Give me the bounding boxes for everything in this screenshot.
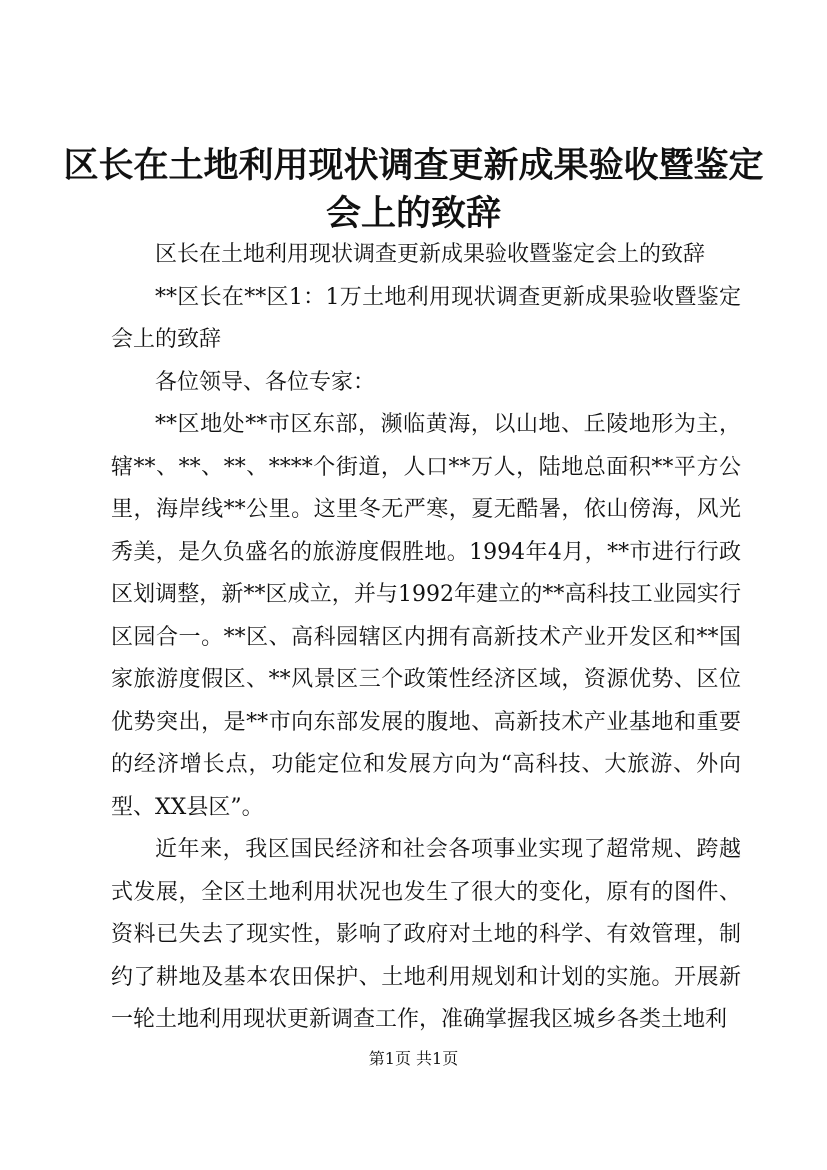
paragraph-recent-development: 近年来，我区国民经济和社会各项事业实现了超常规、跨越式发展，全区土地利用状况也发生了很大的变化，原有的图件、资料已失去了现实性，影响了政府对土地的科学、有效管理，制约了耕地及基本农田保护、土地利用规划和计划的实施。开展新一轮土地利用现状更新调查工作，准确掌握我区城乡各类土地利 — [111, 837, 741, 1032]
paragraph-salutation: 各位领导、各位专家： — [155, 369, 376, 395]
paragraph-subtitle: 区长在土地利用现状调查更新成果验收暨鉴定会上的致辞 — [155, 242, 706, 267]
document-body — [111, 234, 741, 1042]
paragraph-district-overview: **区地处**市区东部，濒临黄海，以山地、丘陵地形为主，辖**、**、**、****个街道，人口**万人，陆地总面积**平方公里，海岸线**公里。这里冬无严寒，夏无酷暑，依山傍海，风光秀美，是久负盛名的旅游度假胜地。1994年4月，**市进行行政区划调整，新**区成立，并与1992年建立的**高科技工业园实行区园合一。**区、高科园辖区内拥有高新技术产业开发区和**国家旅游度假区、**风景区三个政策性经济区域，资源优势、区位优势突出，是**市向东部发展的腹地、高新技术产业基地和重要的经济增长点，功能定位和发展方向为“高科技、大旅游、外向型、XX县区”。 — [111, 412, 741, 820]
document-title: 区长在土地利用现状调查更新成果验收暨鉴定会上的致辞 — [63, 145, 764, 234]
page-number-footer: 第1页 共1页 — [368, 1049, 459, 1068]
paragraph-speech-heading: **区长在**区1：1万土地利用现状调查更新成果验收暨鉴定会上的致辞 — [111, 284, 741, 352]
